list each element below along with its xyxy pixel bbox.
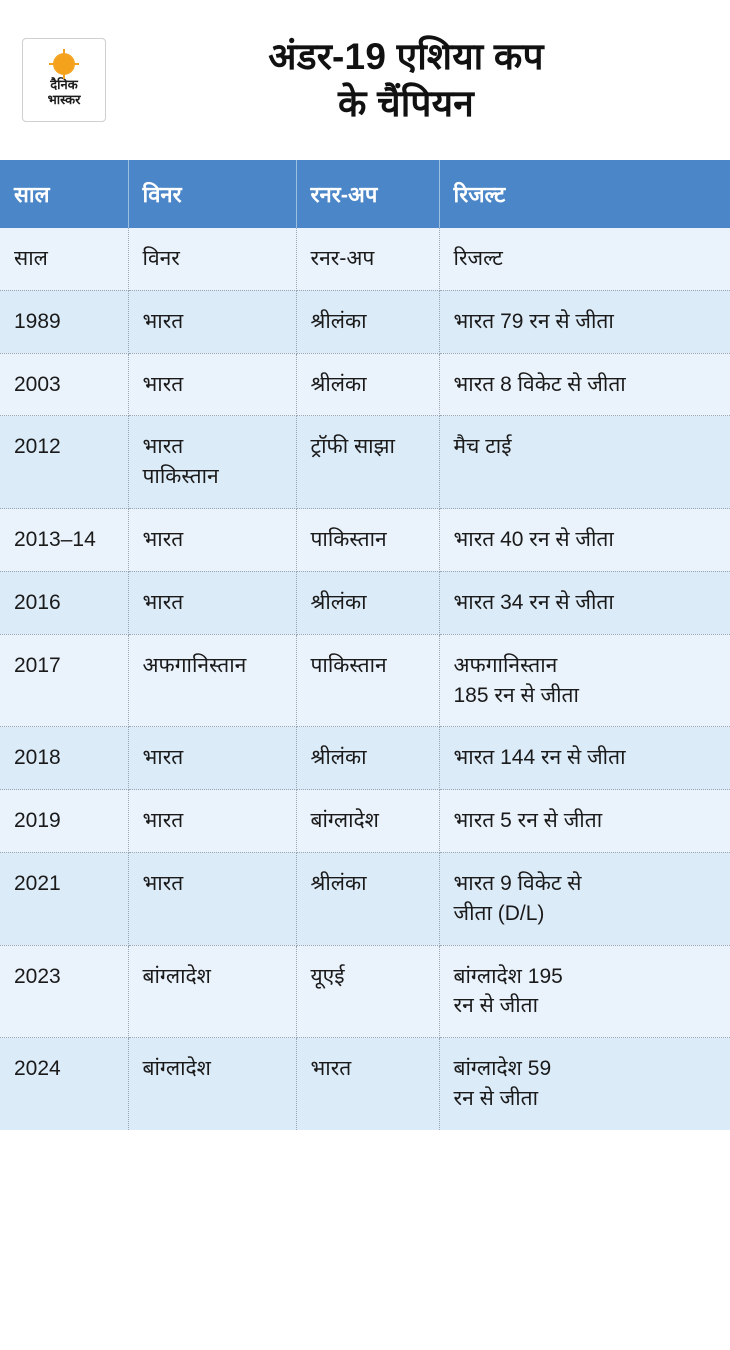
cell-result-line: भारत 79 रन से जीता xyxy=(453,309,614,333)
cell-result-line: अफगानिस्तान xyxy=(453,653,558,677)
cell-year xyxy=(0,571,128,634)
cell-year xyxy=(0,634,128,727)
cell-result-line: भारत 34 रन से जीता xyxy=(453,590,614,614)
cell-runner-up-line: श्रीलंका xyxy=(310,746,367,770)
cell-runner-up xyxy=(296,790,439,853)
cell-winner xyxy=(128,945,296,1038)
cell-year-line: 2021 xyxy=(14,871,61,895)
cell-runner-up xyxy=(296,727,439,790)
table-row xyxy=(0,1038,730,1130)
cell-winner xyxy=(128,634,296,727)
cell-year xyxy=(0,727,128,790)
cell-result-line: बांग्लादेश 59 xyxy=(453,1057,552,1081)
cell-result xyxy=(439,290,730,353)
logo-line-1: दैनिक xyxy=(50,76,78,92)
cell-result xyxy=(439,416,730,509)
cell-result xyxy=(439,353,730,416)
cell-winner-line: भारत xyxy=(142,871,184,895)
cell-winner-line: भारत xyxy=(142,309,184,333)
table-row xyxy=(0,727,730,790)
cell-year xyxy=(0,509,128,572)
cell-runner-up-line: श्रीलंका xyxy=(310,590,367,614)
table-row xyxy=(0,353,730,416)
cell-runner-up-line: श्रीलंका xyxy=(310,309,367,333)
cell-result xyxy=(439,571,730,634)
table-row xyxy=(0,228,730,290)
cell-winner xyxy=(128,571,296,634)
cell-result xyxy=(439,852,730,945)
cell-runner-up-line: श्रीलंका xyxy=(310,372,367,396)
cell-year xyxy=(0,228,128,290)
cell-runner-up xyxy=(296,290,439,353)
cell-result-line: 185 रन से जीता xyxy=(453,683,579,707)
cell-result-line: रन से जीता xyxy=(453,994,539,1018)
cell-result-line: जीता (D/L) xyxy=(453,901,545,925)
cell-year xyxy=(0,790,128,853)
cell-result-line: भारत 9 विकेट से xyxy=(453,871,582,895)
cell-result xyxy=(439,790,730,853)
cell-runner-up xyxy=(296,353,439,416)
table-row xyxy=(0,790,730,853)
cell-result-line: रिजल्ट xyxy=(453,247,503,270)
sun-icon xyxy=(53,53,75,75)
cell-year-line: 2018 xyxy=(14,746,61,770)
cell-winner-line: बांग्लादेश xyxy=(142,1057,211,1081)
cell-winner-line: पाकिस्तान xyxy=(142,465,219,489)
cell-winner-line: बांग्लादेश xyxy=(142,964,211,988)
cell-year xyxy=(0,353,128,416)
cell-year-line: 2024 xyxy=(14,1057,61,1081)
cell-result xyxy=(439,228,730,290)
cell-runner-up xyxy=(296,634,439,727)
cell-result xyxy=(439,945,730,1038)
cell-year-line: 2016 xyxy=(14,590,61,614)
cell-year xyxy=(0,416,128,509)
cell-runner-up xyxy=(296,852,439,945)
cell-winner xyxy=(128,1038,296,1130)
cell-runner-up-line: बांग्लादेश xyxy=(310,809,379,833)
cell-year xyxy=(0,1038,128,1130)
cell-winner xyxy=(128,727,296,790)
cell-year xyxy=(0,852,128,945)
cell-winner xyxy=(128,509,296,572)
table-row xyxy=(0,416,730,509)
table-row xyxy=(0,571,730,634)
table-header-row xyxy=(0,160,730,228)
table-row xyxy=(0,509,730,572)
cell-result-line: भारत 8 विकेट से जीता xyxy=(453,372,626,396)
page-title xyxy=(120,33,712,128)
page-title-line-2: के चैंपियन xyxy=(338,83,474,124)
cell-year-line: 2019 xyxy=(14,809,61,833)
column-header-year: साल xyxy=(0,160,128,228)
cell-year xyxy=(0,290,128,353)
cell-runner-up xyxy=(296,228,439,290)
cell-runner-up-line: पाकिस्तान xyxy=(310,653,387,677)
cell-result xyxy=(439,727,730,790)
cell-runner-up-line: श्रीलंका xyxy=(310,871,367,895)
column-header-result: रिजल्ट xyxy=(439,160,730,228)
table-row xyxy=(0,634,730,727)
cell-winner xyxy=(128,290,296,353)
cell-winner xyxy=(128,228,296,290)
cell-runner-up-line: भारत xyxy=(310,1057,352,1081)
cell-result-line: मैच टाई xyxy=(453,435,512,459)
cell-runner-up xyxy=(296,571,439,634)
cell-winner-line: भारत xyxy=(142,528,184,552)
table-header xyxy=(0,160,730,228)
cell-runner-up xyxy=(296,416,439,509)
cell-result-line: भारत 5 रन से जीता xyxy=(453,809,603,833)
cell-winner xyxy=(128,416,296,509)
cell-year-line: 2023 xyxy=(14,964,61,988)
cell-result-line: बांग्लादेश 195 xyxy=(453,964,563,988)
cell-winner-line: भारत xyxy=(142,372,184,396)
cell-result xyxy=(439,509,730,572)
cell-result xyxy=(439,1038,730,1130)
cell-year-line: 2017 xyxy=(14,653,61,677)
cell-runner-up xyxy=(296,945,439,1038)
cell-result-line: रन से जीता xyxy=(453,1087,539,1110)
dainik-bhaskar-logo xyxy=(22,38,106,122)
cell-winner-line: भारत xyxy=(142,435,184,459)
column-header-runner-up: रनर-अप xyxy=(296,160,439,228)
cell-year-line: 1989 xyxy=(14,309,61,333)
cell-year xyxy=(0,945,128,1038)
champions-table xyxy=(0,160,730,1130)
cell-year-line: साल xyxy=(14,247,48,270)
cell-winner xyxy=(128,353,296,416)
cell-runner-up xyxy=(296,509,439,572)
cell-result xyxy=(439,634,730,727)
page-title-line-1: अंडर-19 एशिया कप xyxy=(268,35,544,77)
cell-winner-line: विनर xyxy=(142,247,180,270)
table-row xyxy=(0,290,730,353)
cell-year-line: 2003 xyxy=(14,372,61,396)
cell-year-line: 2012 xyxy=(14,435,61,459)
cell-winner-line: भारत xyxy=(142,746,184,770)
cell-runner-up-line: पाकिस्तान xyxy=(310,528,387,552)
cell-runner-up-line: यूएई xyxy=(310,964,345,988)
table-row xyxy=(0,852,730,945)
cell-winner-line: भारत xyxy=(142,590,184,614)
cell-runner-up-line: ट्रॉफी साझा xyxy=(310,435,395,459)
logo-line-2: भास्कर xyxy=(47,91,81,107)
cell-result-line: भारत 40 रन से जीता xyxy=(453,528,614,552)
cell-winner xyxy=(128,852,296,945)
cell-winner xyxy=(128,790,296,853)
cell-result-line: भारत 144 रन से जीता xyxy=(453,746,626,770)
cell-runner-up xyxy=(296,1038,439,1130)
table-row xyxy=(0,945,730,1038)
page-header xyxy=(0,0,730,160)
cell-winner-line: अफगानिस्तान xyxy=(142,653,247,677)
column-header-winner: विनर xyxy=(128,160,296,228)
table-body xyxy=(0,228,730,1130)
cell-winner-line: भारत xyxy=(142,809,184,833)
cell-year-line: 2013–14 xyxy=(14,528,96,552)
cell-runner-up-line: रनर-अप xyxy=(310,247,375,270)
